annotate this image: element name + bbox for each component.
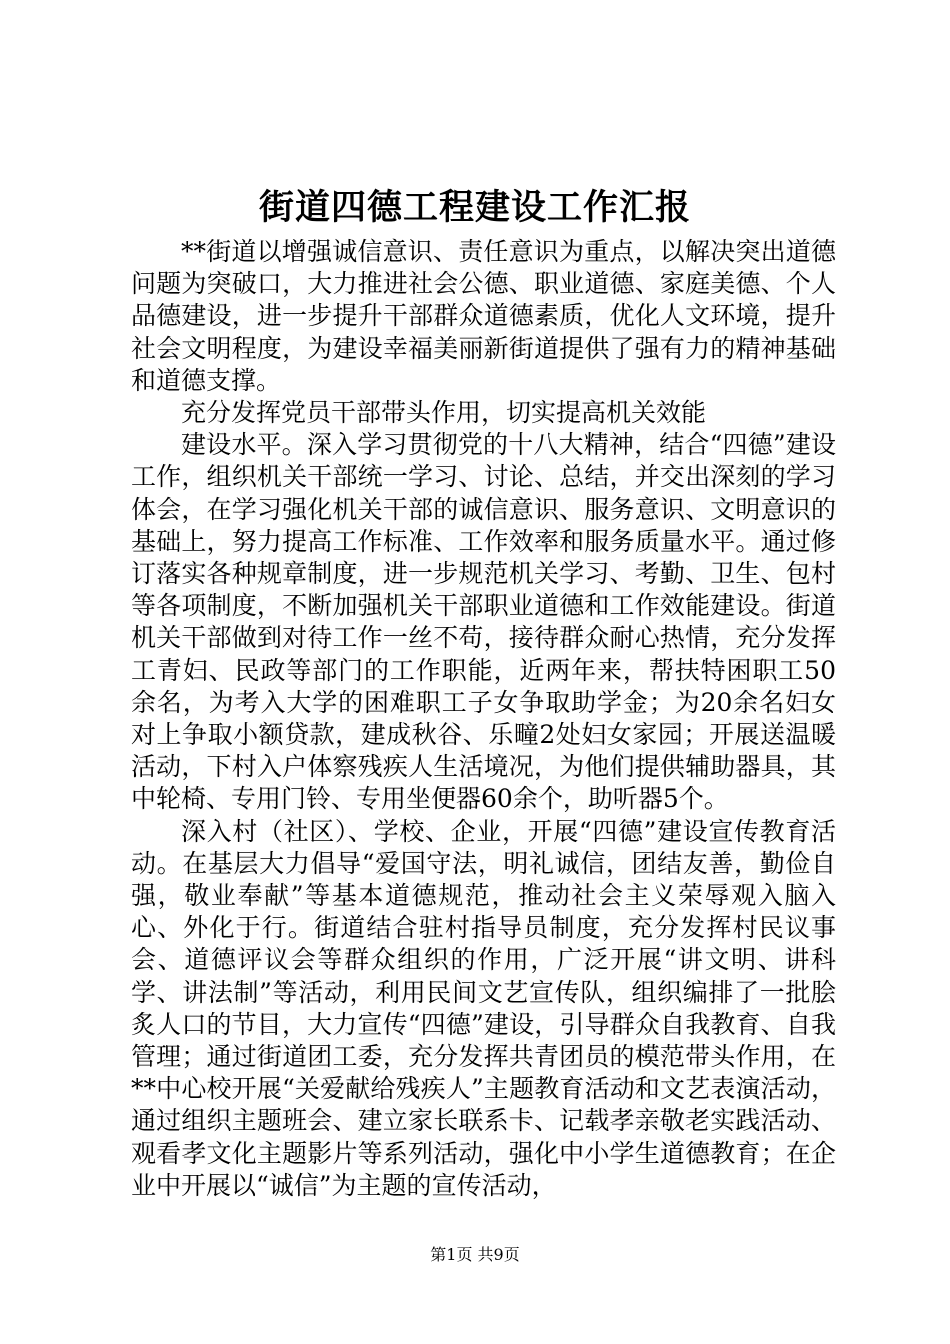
page-number-footer: 第1页 共9页: [430, 1245, 520, 1264]
paragraph-body-1: 建设水平。深入学习贯彻党的十八大精神，结合“四德”建设工作，组织机关干部统一学习、讨论、总结，并交出深刻的学习体会，在学习强化机关干部的诚信意识、服务意识、文明意识的基础上，努力提高工作标准、工作效率和服务质量水平。通过修订落实各种规章制度，进一步规范机关学习、考勤、卫生、包村等各项制度，不断加强机关干部职业道德和工作效能建设。街道机关干部做到对待工作一丝不苟，接待群众耐心热情，充分发挥工青妇、民政等部门的工作职能，近两年来，帮扶特困职工50余名，为考入大学的困难职工子女争取助学金；为20余名妇女对上争取小额贷款，建成秋谷、乐疃2处妇女家园；开展送温暖活动，下村入户体察残疾人生活境况，为他们提供辅助器具，其中轮椅、专用门铃、专用坐便器60余个，助听器5个。: [131, 430, 836, 814]
document-body: [131, 236, 836, 1202]
paragraph-heading-1: 充分发挥党员干部带头作用，切实提高机关效能: [181, 398, 707, 428]
document-title: 街道四德工程建设工作汇报: [258, 187, 691, 228]
paragraph-body-2: 深入村（社区）、学校、企业，开展“四德”建设宣传教育活动。在基层大力倡导“爱国守法，明礼诚信，团结友善，勤俭自强，敬业奉献”等基本道德规范，推动社会主义荣辱观入脑入心、外化于行。街道结合驻村指导员制度，充分发挥村民议事会、道德评议会等群众组织的作用，广泛开展“讲文明、讲科学、讲法制”等活动，利用民间文艺宣传队，组织编排了一批脍炙人口的节目，大力宣传“四德”建设，引导群众自我教育、自我管理；通过街道团工委，充分发挥共青团员的模范带头作用，在**中心校开展“关爱献给残疾人”主题教育活动和文艺表演活动，通过组织主题班会、建立家长联系卡、记载孝亲敬老实践活动、观看孝文化主题影片等系列活动，强化中小学生道德教育；在企业中开展以“诚信”为主题的宣传活动，: [131, 816, 836, 1200]
paragraph-intro: **街道以增强诚信意识、责任意识为重点，以解决突出道德问题为突破口，大力推进社会公德、职业道德、家庭美德、个人品德建设，进一步提升干部群众道德素质，优化人文环境，提升社会文明程度，为建设幸福美丽新街道提供了强有力的精神基础和道德支撑。: [131, 237, 836, 395]
